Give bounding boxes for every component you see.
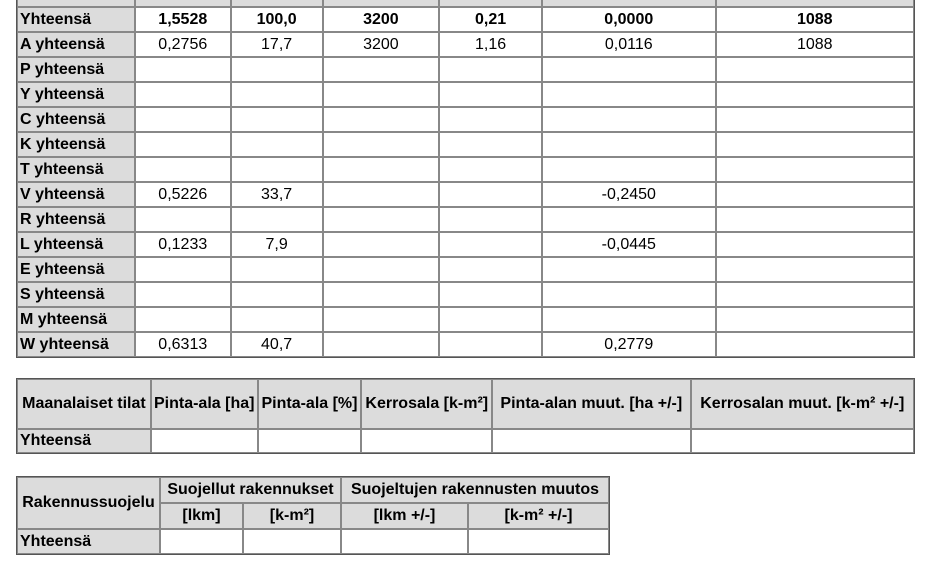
row-label: K yhteensä [17, 132, 135, 157]
table-cell [135, 132, 231, 157]
table-cell: 3200 [323, 7, 440, 32]
table-cell [439, 207, 542, 232]
table-cell [323, 282, 440, 307]
col-header-floor-area: [k-m²] [243, 503, 341, 529]
row-label: E yhteensä [17, 257, 135, 282]
row-label: L yhteensä [17, 232, 135, 257]
row-label: S yhteensä [17, 282, 135, 307]
table-cell [323, 307, 440, 332]
table-cell: 0,2779 [542, 332, 716, 357]
table-cell: 33,7 [231, 182, 323, 207]
table-cell: 1088 [716, 32, 914, 57]
table-cell [135, 157, 231, 182]
col-header-floor-area-change: [k-m² +/-] [468, 503, 609, 529]
table-cell [542, 82, 716, 107]
table-row [17, 232, 914, 257]
table-cell [716, 132, 914, 157]
table-cell: 3200 [323, 32, 440, 57]
protection-header-row [17, 477, 609, 503]
table-cell [716, 207, 914, 232]
table-cell [439, 107, 542, 132]
table-cell: 0,5226 [135, 182, 231, 207]
table-row [17, 157, 914, 182]
table-row [17, 182, 914, 207]
table-cell [323, 232, 440, 257]
col-header-clipped [135, 0, 231, 7]
col-header-clipped [323, 0, 440, 7]
col-header-floor-area-change: Kerrosalan muut. [k-m² +/-] [691, 379, 914, 429]
table-cell [439, 282, 542, 307]
table-cell [439, 82, 542, 107]
table-row [17, 282, 914, 307]
table-row [17, 57, 914, 82]
col-header-floor-area: Kerrosala [k-m²] [361, 379, 492, 429]
table-cell [135, 307, 231, 332]
table-cell: 0,2756 [135, 32, 231, 57]
table-cell [468, 529, 609, 554]
row-label: Yhteensä [17, 7, 135, 32]
table-row [17, 307, 914, 332]
table-cell [716, 57, 914, 82]
table-cell [231, 82, 323, 107]
row-label: R yhteensä [17, 207, 135, 232]
row-label: M yhteensä [17, 307, 135, 332]
row-label: Y yhteensä [17, 82, 135, 107]
col-header-protection: Rakennussuojelu [17, 477, 160, 529]
table-cell [135, 257, 231, 282]
table-cell [716, 82, 914, 107]
table-cell [231, 207, 323, 232]
table-row [17, 207, 914, 232]
table-cell [716, 257, 914, 282]
area-summary-body [17, 0, 914, 357]
table-cell [716, 232, 914, 257]
table-cell [492, 429, 690, 453]
row-label: Yhteensä [17, 429, 151, 453]
table-cell [258, 429, 362, 453]
row-label: P yhteensä [17, 57, 135, 82]
table-row [17, 132, 914, 157]
table-cell [716, 182, 914, 207]
table-cell [135, 57, 231, 82]
table-cell [135, 207, 231, 232]
col-header-count: [lkm] [160, 503, 243, 529]
col-header-area-pct: Pinta-ala [%] [258, 379, 362, 429]
table-cell: 40,7 [231, 332, 323, 357]
table-cell [323, 82, 440, 107]
table-cell [716, 157, 914, 182]
table-cell [439, 332, 542, 357]
table-cell [231, 157, 323, 182]
table-cell [323, 157, 440, 182]
table-cell [323, 132, 440, 157]
col-header-protected-buildings: Suojellut rakennukset [160, 477, 341, 503]
table-cell [542, 132, 716, 157]
col-header-area-change: Pinta-alan muut. [ha +/-] [492, 379, 690, 429]
table-cell [341, 529, 468, 554]
table-cell: 0,0116 [542, 32, 716, 57]
table-cell [716, 332, 914, 357]
table-cell [542, 307, 716, 332]
table-row [17, 32, 914, 57]
col-header-clipped [439, 0, 542, 7]
table-cell [160, 529, 243, 554]
table-cell [135, 282, 231, 307]
table-cell: 1,5528 [135, 7, 231, 32]
table-cell [361, 429, 492, 453]
table-row [17, 429, 914, 453]
table-cell [135, 82, 231, 107]
table-cell [439, 132, 542, 157]
table-cell: 100,0 [231, 7, 323, 32]
col-header-area-ha: Pinta-ala [ha] [151, 379, 258, 429]
table-cell [135, 107, 231, 132]
table-cell [231, 107, 323, 132]
row-label: W yhteensä [17, 332, 135, 357]
table-row [17, 82, 914, 107]
col-header-clipped [17, 0, 135, 7]
table-row [17, 332, 914, 357]
table-cell [231, 257, 323, 282]
table-row [17, 257, 914, 282]
table-cell [323, 332, 440, 357]
table-cell: 0,6313 [135, 332, 231, 357]
table-cell [243, 529, 341, 554]
col-header-clipped [542, 0, 716, 7]
row-label: C yhteensä [17, 107, 135, 132]
row-label: A yhteensä [17, 32, 135, 57]
table-cell [231, 307, 323, 332]
table-cell [323, 207, 440, 232]
table-cell [542, 57, 716, 82]
table-cell [231, 132, 323, 157]
building-protection-table [16, 476, 610, 555]
underground-header-row [17, 379, 914, 429]
table-cell [439, 307, 542, 332]
row-label: T yhteensä [17, 157, 135, 182]
table-cell [716, 107, 914, 132]
table-cell [716, 307, 914, 332]
table-cell: 7,9 [231, 232, 323, 257]
table-row [17, 107, 914, 132]
table-cell [439, 57, 542, 82]
col-header-count-change: [lkm +/-] [341, 503, 468, 529]
table-cell [323, 257, 440, 282]
table-cell [439, 157, 542, 182]
table-cell: 1088 [716, 7, 914, 32]
underground-spaces-table [16, 378, 915, 454]
table-cell: 0,0000 [542, 7, 716, 32]
table-cell [323, 182, 440, 207]
table-cell [691, 429, 914, 453]
col-header-underground: Maanalaiset tilat [17, 379, 151, 429]
row-label: V yhteensä [17, 182, 135, 207]
table-cell: 1,16 [439, 32, 542, 57]
area-summary-table [16, 0, 915, 358]
table-cell: -0,2450 [542, 182, 716, 207]
table-row [17, 529, 609, 554]
table-cell [542, 157, 716, 182]
table-cell [542, 107, 716, 132]
table-cell: 0,21 [439, 7, 542, 32]
table-cell [542, 207, 716, 232]
table-cell [439, 257, 542, 282]
table-cell [439, 232, 542, 257]
table-cell [323, 107, 440, 132]
col-header-clipped [716, 0, 914, 7]
table-cell [716, 282, 914, 307]
table-cell [542, 282, 716, 307]
table-cell [231, 282, 323, 307]
table-cell [231, 57, 323, 82]
table-cell [151, 429, 258, 453]
col-header-clipped [231, 0, 323, 7]
table-cell: 17,7 [231, 32, 323, 57]
table-cell: -0,0445 [542, 232, 716, 257]
col-header-protected-change: Suojeltujen rakennusten muutos [341, 477, 609, 503]
table-cell [542, 257, 716, 282]
table-cell [323, 57, 440, 82]
table-row [17, 7, 914, 32]
row-label: Yhteensä [17, 529, 160, 554]
header-row-clipped [17, 0, 914, 7]
table-cell: 0,1233 [135, 232, 231, 257]
table-cell [439, 182, 542, 207]
